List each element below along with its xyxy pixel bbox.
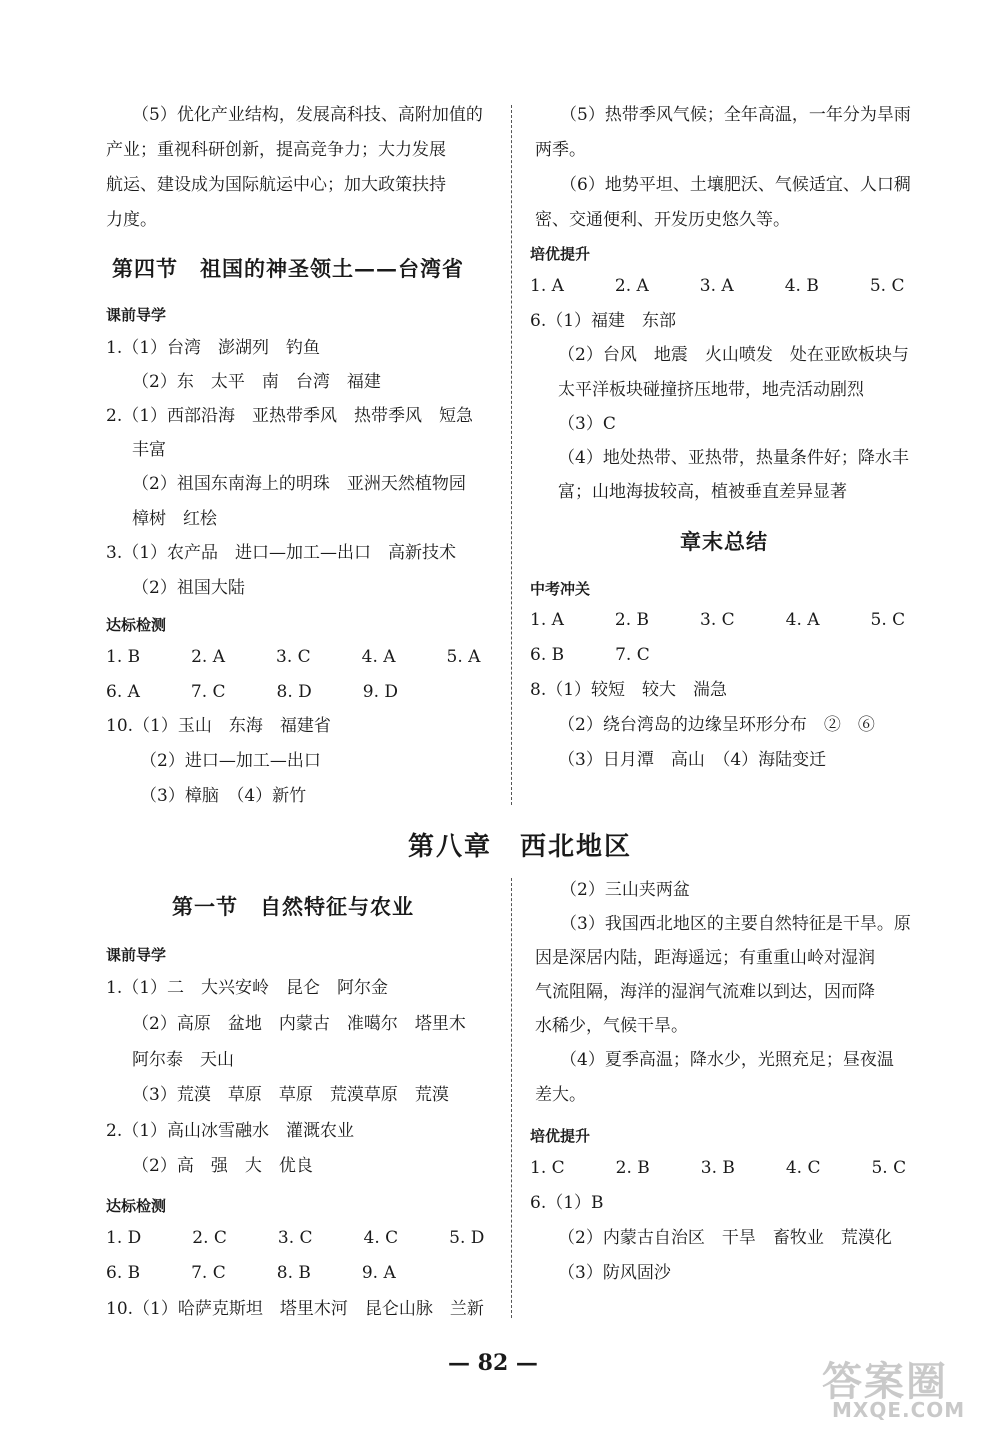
chapter-title: 第八章 西北地区 [408, 832, 633, 862]
section-title: 第四节 祖国的神圣领土——台湾省 [112, 256, 464, 281]
text-line: 产业；重视科研创新，提高竞争力；大力发展 [106, 140, 446, 160]
text-line: 6. B 7. C [530, 645, 650, 665]
text-line: 樟树 红桧 [132, 509, 217, 529]
text-line: 气流阻隔，海洋的湿润气流难以到达，因而降 [535, 982, 875, 1002]
text-line: （3）日月潭 高山 （4）海陆变迁 [558, 750, 827, 770]
watermark-url: MXQE.COM [832, 1398, 966, 1422]
text-line: （3）C [558, 414, 616, 434]
text-line: 1. A 2. B 3. C 4. A 5. C [530, 610, 906, 630]
text-line: （5）优化产业结构，发展高科技、高附加值的 [132, 105, 483, 125]
text-line: 2.（1）西部沿海 亚热带季风 热带季风 短急 [106, 406, 474, 426]
section-title: 第一节 自然特征与农业 [172, 894, 414, 919]
text-line: 1. B 2. A 3. C 4. A 5. A [106, 647, 481, 667]
text-line: （2）绕台湾岛的边缘呈环形分布 ② ⑥ [558, 715, 875, 735]
page-number: — 82 — [448, 1350, 538, 1376]
text-line: （2）三山夹两盆 [560, 880, 690, 900]
text-line: （2）祖国东南海上的明珠 亚洲天然植物园 [132, 474, 466, 494]
text-line: （2）祖国大陆 [132, 578, 245, 598]
text-line: （3）防风固沙 [558, 1263, 671, 1283]
text-line: 1.（1）台湾 澎湖列 钓鱼 [106, 338, 321, 358]
text-line: （2）高原 盆地 内蒙古 准噶尔 塔里木 [132, 1014, 466, 1034]
text-line: （5）热带季风气候；全年高温，一年分为旱雨 [560, 105, 911, 125]
watermark-logo: 答案圈 [822, 1359, 948, 1405]
text-line: （3）我国西北地区的主要自然特征是干旱。原 [560, 914, 911, 934]
text-line: （6）地势平坦、土壤肥沃、气候适宜、人口稠 [560, 175, 911, 195]
text-line: 10.（1）玉山 东海 福建省 [106, 716, 331, 736]
text-line: 6. B 7. C 8. B 9. A [106, 1263, 396, 1283]
text-line: 丰富 [132, 440, 166, 460]
text-line: 2.（1）高山冰雪融水 灌溉农业 [106, 1121, 355, 1141]
text-line: 太平洋板块碰撞挤压地带，地壳活动剧烈 [558, 380, 864, 400]
text-line: 两季。 [535, 140, 586, 160]
text-line: 1. A 2. A 3. A 4. B 5. C [530, 276, 905, 296]
text-line: 力度。 [106, 210, 157, 230]
text-line: 10.（1）哈萨克斯坦 塔里木河 昆仑山脉 兰新 [106, 1299, 484, 1319]
section-title: 章末总结 [680, 529, 768, 554]
text-line: 密、交通便利、开发历史悠久等。 [535, 210, 790, 230]
subsection-label: 课前导学 [106, 946, 167, 964]
text-line: 8.（1）较短 较大 湍急 [530, 680, 728, 700]
subsection-label: 达标检测 [106, 1197, 167, 1215]
text-line: 6. A 7. C 8. D 9. D [106, 682, 399, 702]
text-line: （4）夏季高温；降水少，光照充足；昼夜温 [560, 1050, 894, 1070]
text-line: 6.（1）B [530, 1193, 604, 1213]
subsection-label: 达标检测 [106, 616, 167, 634]
text-line: （3）樟脑 （4）新竹 [140, 786, 307, 806]
text-line: （2）进口—加工—出口 [140, 751, 321, 771]
text-line: 因是深居内陆，距海遥远；有重重山岭对湿润 [535, 948, 875, 968]
text-line: （2）台风 地震 火山喷发 处在亚欧板块与 [558, 345, 909, 365]
text-line: 1. D 2. C 3. C 4. C 5. D [106, 1228, 485, 1248]
subsection-label: 培优提升 [530, 1127, 591, 1145]
text-line: （2）内蒙古自治区 干旱 畜牧业 荒漠化 [558, 1228, 892, 1248]
text-line: （3）荒漠 草原 草原 荒漠草原 荒漠 [132, 1085, 449, 1105]
column-divider [511, 878, 512, 1318]
text-line: 航运、建设成为国际航运中心；加大政策扶持 [106, 175, 446, 195]
subsection-label: 课前导学 [106, 306, 167, 324]
text-line: 差大。 [535, 1085, 586, 1105]
subsection-label: 培优提升 [530, 245, 591, 263]
text-line: 6.（1）福建 东部 [530, 311, 677, 331]
column-divider [511, 105, 512, 805]
text-line: （2）东 太平 南 台湾 福建 [132, 372, 381, 392]
text-line: （4）地处热带、亚热带，热量条件好；降水丰 [558, 448, 909, 468]
text-line: 阿尔泰 天山 [132, 1050, 234, 1070]
text-line: 1. C 2. B 3. B 4. C 5. C [530, 1158, 907, 1178]
subsection-label: 中考冲关 [530, 580, 591, 598]
text-line: 水稀少，气候干旱。 [535, 1016, 688, 1036]
text-line: 1.（1）二 大兴安岭 昆仑 阿尔金 [106, 978, 389, 998]
text-line: 3.（1）农产品 进口—加工—出口 高新技术 [106, 543, 457, 563]
text-line: 富；山地海拔较高，植被垂直差异显著 [558, 482, 847, 502]
text-line: （2）高 强 大 优良 [132, 1156, 313, 1176]
